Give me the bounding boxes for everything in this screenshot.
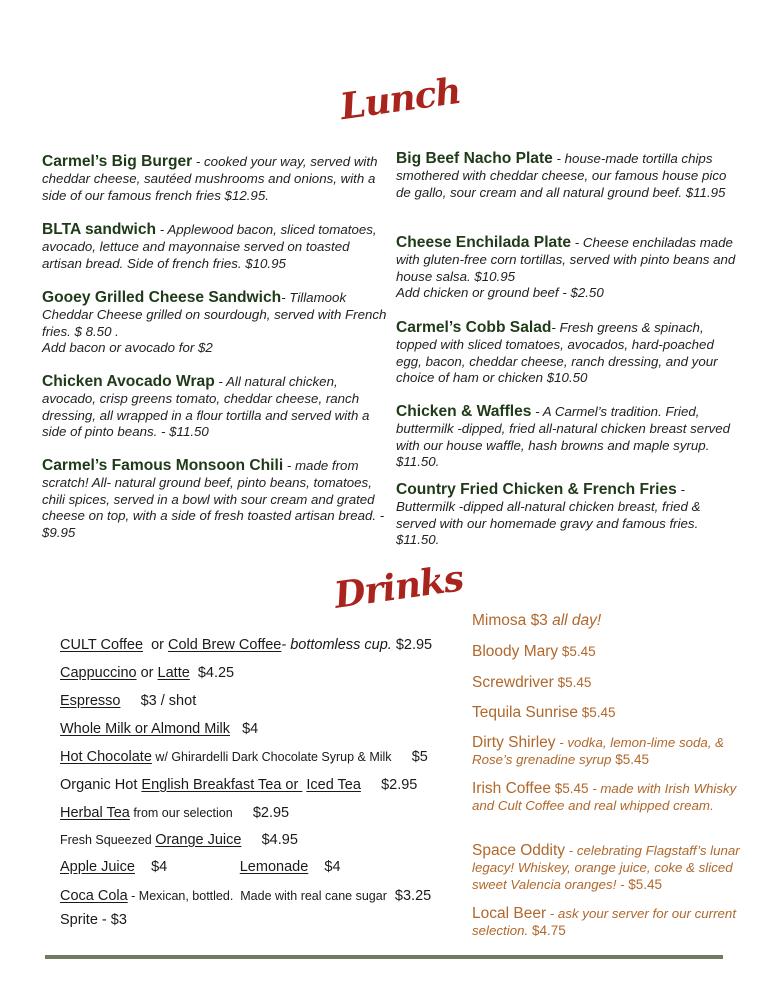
item-description: - Buttermilk -dipped all-natural chicken breast, fried & served with our homemade gravy and famous fries. $11.50.	[396, 482, 701, 548]
drink-text: Fresh Squeezed	[60, 833, 156, 847]
item-description: - Applewood bacon, sliced tomatoes, avocado, lettuce and mayonnaise served on toasted artisan bread. Side of french fries. $10.95	[42, 222, 377, 271]
cocktail-price: $5.45	[611, 752, 650, 767]
drink-text: Sprite - $3	[60, 912, 127, 928]
bottom-divider	[45, 955, 723, 959]
drink-text: $2.95	[360, 777, 418, 793]
lunch-menu-item	[396, 235, 741, 302]
drink-text: $3 / shot	[120, 693, 197, 709]
drink-text: from our selection	[129, 806, 233, 820]
drink-item	[60, 693, 196, 709]
drink-item	[60, 805, 289, 821]
item-name: BLTA sandwich	[42, 221, 157, 238]
item-description: - Cheese enchiladas made with gluten-free corn tortillas, served with pinto beans and house salsa. $10.95	[396, 235, 736, 284]
cocktail-name: Tequila Sunrise	[472, 704, 578, 721]
lunch-menu-item	[396, 482, 741, 549]
item-name: Gooey Grilled Cheese Sandwich	[42, 289, 282, 306]
drink-name: Coca Cola	[60, 888, 128, 904]
cocktail-description: - made with Irish Whisky and Cult Coffee and real whipped cream.	[472, 781, 737, 813]
drink-text: or	[143, 637, 168, 653]
drink-item	[60, 859, 341, 875]
drink-item	[60, 888, 431, 904]
cocktail-item	[472, 842, 742, 893]
cocktail-name: Irish Coffee	[472, 780, 551, 797]
cocktail-price: $5.45	[553, 675, 592, 690]
drink-text: $4	[230, 721, 259, 737]
cocktail-item	[472, 612, 742, 629]
item-description: - cooked your way, served with cheddar cheese, sautéed mushrooms and onions, with a side of our famous french fries $12.95.	[42, 154, 378, 203]
drink-text: $5	[391, 749, 428, 765]
item-description: - A Carmel’s tradition. Fried, buttermilk -dipped, fried all-natural chicken breast served with our house waffle, hash browns and maple syrup. $11.50.	[396, 404, 731, 470]
lunch-menu-item	[396, 151, 741, 201]
lunch-menu-item	[396, 320, 741, 387]
cocktail-name: Screwdriver	[472, 674, 554, 691]
cocktail-description: - celebrating Flagstaff’s lunar legacy! Whiskey, orange juice, coke & sliced sweet Valencia oranges! -	[472, 843, 740, 892]
item-name: Big Beef Nacho Plate	[396, 150, 553, 167]
drink-name: English Breakfast Tea or	[141, 777, 303, 793]
cocktail-name: Bloody Mary	[472, 643, 559, 660]
item-description: - Tillamook Cheddar Cheese grilled on sourdough, served with French fries. $ 8.50 .	[42, 290, 387, 339]
cocktail-name: Space Oddity	[472, 842, 566, 859]
cocktail-item	[472, 780, 742, 814]
lunch-menu-item	[42, 374, 387, 441]
cocktail-name: Mimosa $3	[472, 612, 548, 629]
drink-text: - Mexican, bottled. Made with real cane sugar	[127, 889, 387, 903]
drink-text: - bottomless cup.	[281, 637, 392, 653]
cocktail-item	[472, 674, 742, 691]
drink-text: $2.95	[391, 637, 433, 653]
drink-text: $3.25	[386, 888, 432, 904]
item-name: Chicken Avocado Wrap	[42, 373, 215, 390]
cocktail-description: - vodka, lemon-lime soda, & Rose’s grenadine syrup	[472, 735, 725, 767]
drink-text: $4	[134, 859, 240, 875]
drink-name: Hot Chocolate	[60, 749, 152, 765]
drink-name: Cappuccino	[60, 665, 137, 681]
item-description: - Fresh greens & spinach, topped with sliced tomatoes, avocados, hard-poached egg, bacon, cheddar cheese, ranch dressing, and your choice of ham or chicken $10.50	[396, 320, 718, 386]
cocktail-price: $5.45	[577, 705, 616, 720]
item-name: Cheese Enchilada Plate	[396, 234, 572, 251]
lunch-menu-item	[42, 222, 387, 272]
item-description: - made from scratch! All- natural ground beef, pinto beans, tomatoes, chili spices, served in a bowl with sour cream and grated cheese on top, with a side of fresh toasted artisan bread. - $9.95	[42, 458, 385, 541]
drink-name: Apple Juice	[60, 859, 135, 875]
drink-item	[60, 637, 432, 653]
item-addon: Add chicken or ground beef - $2.50	[396, 285, 604, 301]
drink-name: Latte	[157, 665, 190, 681]
cocktail-item	[472, 704, 742, 721]
cocktail-description: - ask your server for our current selection.	[472, 906, 737, 938]
lunch-menu-item	[42, 458, 387, 542]
drink-name: Espresso	[60, 693, 121, 709]
item-name: Carmel’s Famous Monsoon Chili	[42, 457, 284, 474]
item-name: Chicken & Waffles	[396, 403, 532, 420]
drink-name: Whole Milk or Almond Milk	[60, 721, 231, 737]
cocktail-price: $5.45	[558, 644, 596, 659]
drink-text: Organic Hot	[60, 777, 142, 793]
drink-text: $4	[308, 859, 341, 875]
drink-text: w/ Ghirardelli Dark Chocolate Syrup & Milk	[151, 750, 392, 764]
item-name: Country Fried Chicken & French Fries	[396, 481, 677, 498]
item-addon: Add bacon or avocado for $2	[42, 340, 213, 356]
drink-name: Cold Brew Coffee	[168, 637, 282, 653]
cocktail-name: all day!	[547, 612, 602, 629]
drink-item	[60, 665, 234, 681]
lunch-heading: Lunch	[337, 69, 464, 129]
lunch-menu-item	[42, 290, 387, 357]
drink-item	[60, 912, 127, 928]
drink-name: CULT Coffee	[60, 637, 144, 653]
drinks-heading: Drinks	[331, 557, 466, 617]
cocktail-price: $4.75	[528, 923, 566, 938]
cocktail-item	[472, 734, 742, 768]
cocktail-price: $5.45	[550, 781, 589, 796]
cocktail-item	[472, 905, 742, 939]
cocktail-name: Local Beer	[472, 905, 547, 922]
cocktail-price: $5.45	[628, 877, 662, 892]
drink-text: $4.95	[241, 832, 298, 848]
drink-text: $2.95	[232, 805, 290, 821]
item-description: - house-made tortilla chips smothered with cheddar cheese, our famous house pico de gallo, sour cream and all natural ground beef. $11.95	[396, 151, 727, 200]
drink-name: Orange Juice	[155, 832, 242, 848]
drink-item	[60, 721, 258, 737]
lunch-menu-item	[42, 154, 387, 204]
cocktail-item	[472, 643, 742, 660]
lunch-menu-item	[396, 404, 741, 471]
drink-item	[60, 832, 298, 848]
item-description: - All natural chicken, avocado, crisp greens tomato, cheddar cheese, ranch dressing, all wrapped in a flour tortilla and served with a side of pinto beans. - $11.50	[42, 374, 370, 440]
drink-item	[60, 777, 417, 793]
cocktail-name: Dirty Shirley	[472, 734, 556, 751]
drink-name: Iced Tea	[306, 777, 361, 793]
item-name: Carmel’s Big Burger	[42, 153, 193, 170]
item-name: Carmel’s Cobb Salad	[396, 319, 552, 336]
drink-text: or	[136, 665, 158, 681]
drink-item	[60, 749, 428, 765]
drink-name: Lemonade	[239, 859, 309, 875]
drink-name: Herbal Tea	[60, 805, 130, 821]
drink-text: $4.25	[189, 665, 235, 681]
